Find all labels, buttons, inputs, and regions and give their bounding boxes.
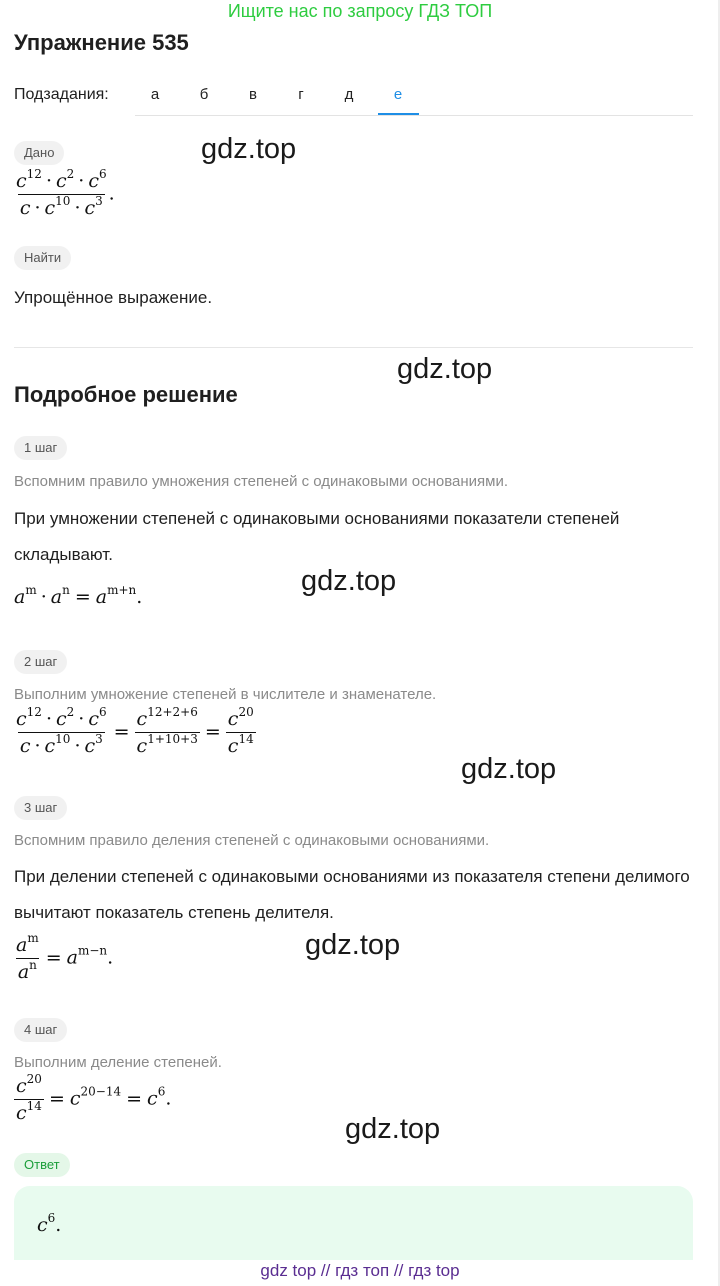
watermark: gdz.top — [201, 133, 297, 165]
watermark: gdz.top — [397, 353, 493, 385]
subtasks-label: Подзадания: — [14, 86, 109, 103]
step-text: При делении степеней с одинаковыми основаниями из показателя степени делимого вычитают показатель степень делителя. — [14, 867, 690, 922]
step-badge: 3 шаг — [14, 796, 67, 820]
tab-d[interactable]: д — [344, 86, 354, 103]
page-title: Упражнение 535 — [14, 30, 189, 55]
tab-e-active[interactable]: е — [393, 86, 403, 103]
solution-title: Подробное решение — [14, 382, 238, 407]
find-badge: Найти — [14, 246, 71, 270]
watermark: gdz.top — [345, 1113, 441, 1145]
step-text: При умножении степеней с одинаковыми основаниями показатели степеней складывают. — [14, 509, 620, 564]
tab-b[interactable]: б — [199, 86, 209, 103]
watermark: gdz.top — [305, 929, 401, 961]
top-banner[interactable]: Ищите нас по запросу ГДЗ ТОП — [227, 1, 493, 21]
section-divider — [14, 347, 693, 348]
tab-v[interactable]: в — [249, 86, 257, 103]
step-hint: Выполним деление степеней. — [14, 1054, 222, 1071]
answer-badge: Ответ — [14, 1153, 70, 1177]
step-formula: $a^m \cdot a^n = a^{m+n}$. — [14, 583, 143, 608]
step-hint: Выполним умножение степеней в числителе и знаменателе. — [14, 686, 437, 703]
footer-links[interactable]: gdz top // гдз топ // гдз top — [260, 1261, 460, 1280]
step-hint: Вспомним правило деления степеней с одинаковыми основаниями. — [14, 832, 490, 849]
answer-value: $c^6$. — [37, 1211, 62, 1236]
watermark: gdz.top — [461, 753, 557, 785]
step-formula: $\frac{c^{12} \cdot c^2 \cdot c^6}{c \cdot c^{10} \cdot c^3}$ = $\frac{c^{12+2+6}}{c^{1+10+3}}$ = $\frac{c^{20}}{c^{14}}$ — [16, 705, 254, 757]
step-formula: $\frac{a^m}{a^n}$ = $a^{m-n}$. — [16, 931, 114, 983]
step-badge: 2 шаг — [14, 650, 67, 674]
step-hint: Вспомним правило умножения степеней с одинаковыми основаниями. — [14, 473, 508, 490]
watermark: gdz.top — [301, 565, 397, 597]
tab-a[interactable]: а — [150, 86, 160, 103]
active-tab-indicator — [378, 113, 419, 115]
tab-g[interactable]: г — [298, 86, 304, 103]
tabs-divider — [135, 115, 693, 116]
step-formula: $\frac{c^{20}}{c^{14}}$ = $c^{20-14} = c^6$. — [16, 1072, 172, 1124]
step-badge: 1 шаг — [14, 436, 67, 460]
given-expression: $\frac{c^{12} \cdot c^2 \cdot c^6}{c \cdot c^{10} \cdot c^3}$ . — [16, 167, 115, 219]
step-badge: 4 шаг — [14, 1018, 67, 1042]
given-badge: Дано — [14, 141, 64, 165]
find-text: Упрощённое выражение. — [14, 288, 213, 307]
answer-box — [14, 1186, 693, 1260]
